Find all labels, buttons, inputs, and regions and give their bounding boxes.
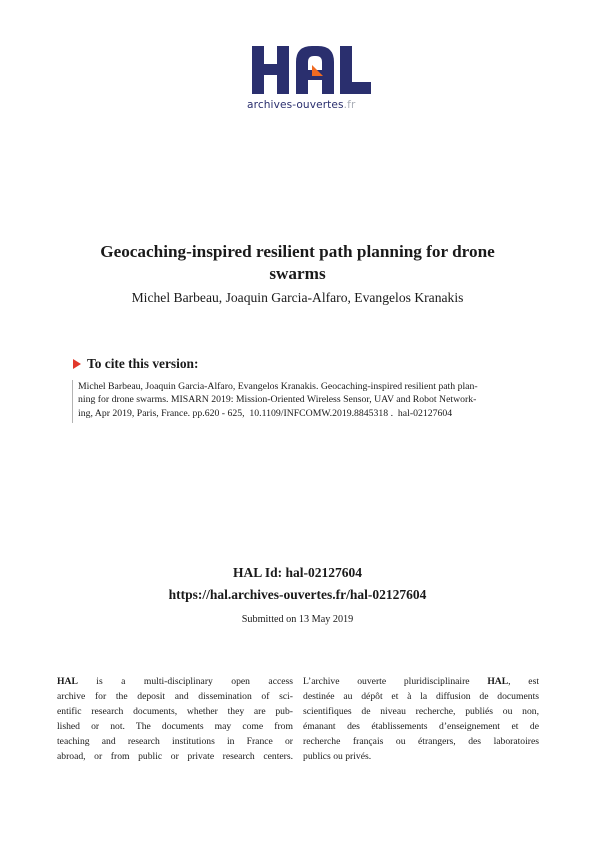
citation-line: ing, Apr 2019, Paris, France. pp.620 - 625, 10.1109/INFCOMW.2019.8845318 . hal-02127604 [78,407,453,419]
paragraph-line [303,674,539,689]
authors: Michel Barbeau, Joaquin Garcia-Alfaro, Evangelos Kranakis [131,290,464,305]
paragraph-line [57,674,293,689]
paragraph-line: recherche français ou étrangers, des laboratoires [303,736,539,748]
logo-subtitle-text: archives-ouvertes [247,99,344,111]
submitted-date: Submitted on 13 May 2019 [241,614,354,625]
hal-logo-mark [246,42,374,96]
paragraph-line: destinée au dépôt et à la diffusion de documents [303,691,539,703]
hal-description-en [57,674,293,764]
logo-subtitle [247,99,377,111]
hal-bold: HAL [487,676,509,687]
title-line-2: swarms [269,264,326,283]
cite-heading-text: To cite this version: [87,356,199,371]
paragraph-line-text: is a multi-disciplinary open access [77,676,293,687]
hal-bold: HAL [57,676,78,687]
cite-heading [73,356,198,372]
hal-logo[interactable] [246,42,378,118]
citation-line: ning for drone swarms. MISARN 2019: Mission-Oriented Wireless Sensor, UAV and Robot Network- [78,394,477,406]
hal-id: HAL Id: hal-02127604 [232,565,363,580]
paragraph-line: scientifiques de niveau recherche, publiés ou non, [303,706,539,718]
paragraph-line: archive for the deposit and dissemination of sci- [57,691,293,703]
hal-url-link[interactable]: https://hal.archives-ouvertes.fr/hal-02127604 [168,587,427,602]
hal-description-fr [303,674,539,764]
triangle-bullet-icon [73,356,83,372]
paragraph-line-text: L’archive ouverte pluridisciplinaire [303,676,488,687]
paragraph-line: entific research documents, whether they are pub- [57,706,293,718]
title-line-1: Geocaching-inspired resilient path planning for drone [100,242,495,261]
paragraph-line-text: , est [508,676,539,687]
paragraph-line: abroad, or from public or private research centers. [57,751,293,763]
paragraph-line: lished or not. The documents may come from [57,721,293,733]
paragraph-line: teaching and research institutions in France or [57,736,293,748]
paragraph-line: émanant des établissements d’enseignement et de [303,721,539,733]
citation-block [72,380,560,423]
paragraph-line: publics ou privés. [303,751,372,763]
logo-subtitle-suffix: .fr [343,99,356,111]
paper-title [60,241,535,285]
citation-line: Michel Barbeau, Joaquin Garcia-Alfaro, Evangelos Kranakis. Geocaching-inspired resilient path plan- [78,381,478,392]
